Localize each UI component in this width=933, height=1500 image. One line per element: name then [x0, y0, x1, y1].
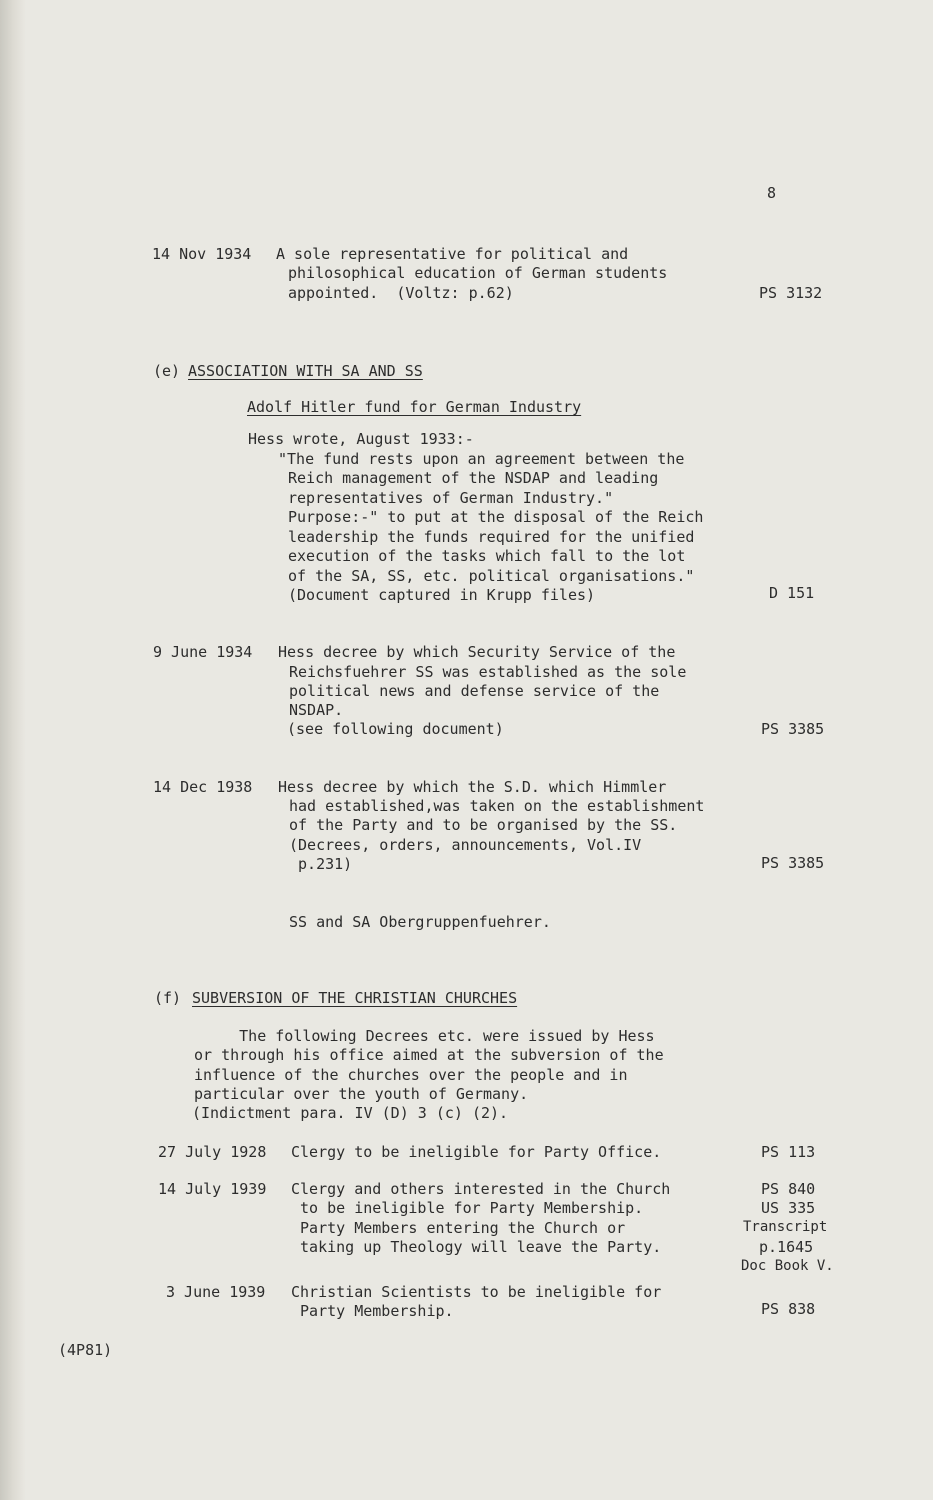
entry-line: p.231): [289, 855, 353, 873]
document-reference: PS 3385: [761, 854, 825, 872]
quote-line: Purpose:-" to put at the disposal of the Reich: [288, 508, 704, 526]
intro-line: or through his office aimed at the subversion of the: [194, 1046, 664, 1064]
entry-line: to be ineligible for Party Membership.: [291, 1199, 644, 1217]
entry-line: philosophical education of German students: [288, 264, 668, 282]
entry-line: Clergy to be ineligible for Party Office.: [291, 1143, 662, 1161]
entry-line: Reichsfuehrer SS was established as the sole: [289, 663, 687, 681]
intro-line: influence of the churches over the people and in: [194, 1066, 628, 1084]
entry-line: taking up Theology will leave the Party.: [291, 1238, 662, 1256]
document-reference: Transcript: [743, 1219, 828, 1235]
quote-line: "The fund rests upon an agreement between the: [278, 450, 685, 468]
document-reference: D 151: [769, 584, 815, 602]
entry-line: (Decrees, orders, announcements, Vol.IV: [289, 836, 642, 854]
entry-line: Hess decree by which the S.D. which Himmler: [278, 778, 667, 796]
subheading: Adolf Hitler fund for German Industry: [247, 398, 582, 416]
entry-line: A sole representative for political and: [276, 245, 629, 263]
quote-line: (Document captured in Krupp files): [288, 586, 596, 604]
entry-line: NSDAP.: [289, 701, 344, 719]
intro-line: (Indictment para. IV (D) 3 (c) (2).: [192, 1104, 509, 1122]
document-reference: US 335: [761, 1199, 816, 1217]
scan-edge-shadow: [0, 0, 26, 1500]
closing-note: SS and SA Obergruppenfuehrer.: [289, 913, 551, 931]
document-reference: PS 840: [761, 1180, 816, 1198]
document-reference: PS 3385: [761, 720, 825, 738]
quote-line: Reich management of the NSDAP and leading: [288, 469, 659, 487]
section-heading: ASSOCIATION WITH SA AND SS: [188, 362, 423, 380]
entry-date: 14 Nov 1934: [152, 245, 252, 263]
section-heading: SUBVERSION OF THE CHRISTIAN CHURCHES: [192, 989, 518, 1007]
intro-line: particular over the youth of Germany.: [194, 1085, 529, 1103]
entry-line: Hess decree by which Security Service of the: [278, 643, 676, 661]
entry-date: 14 Dec 1938: [153, 778, 253, 796]
entry-date: 14 July 1939: [158, 1180, 267, 1198]
entry-line: Party Members entering the Church or: [291, 1219, 626, 1237]
entry-line: had established,was taken on the establishment: [289, 797, 705, 815]
document-reference: PS 113: [761, 1143, 816, 1161]
quote-line: representatives of German Industry.": [288, 489, 614, 507]
entry-line: of the Party and to be organised by the SS.: [289, 816, 678, 834]
entry-line: Party Membership.: [291, 1302, 454, 1320]
document-reference: p.1645: [759, 1238, 814, 1256]
document-reference: PS 838: [761, 1300, 816, 1318]
entry-date: 27 July 1928: [158, 1143, 267, 1161]
section-marker: (f): [154, 989, 182, 1007]
quote-line: leadership the funds required for the unified: [288, 528, 695, 546]
footer-code: (4P81): [58, 1341, 113, 1359]
page-number: 8: [767, 184, 777, 202]
entry-date: 3 June 1939: [166, 1283, 266, 1301]
intro-line: The following Decrees etc. were issued by Hess: [194, 1027, 655, 1045]
entry-date: 9 June 1934: [153, 643, 253, 661]
quote-line: of the SA, SS, etc. political organisations.": [288, 567, 695, 585]
quote-line: execution of the tasks which fall to the lot: [288, 547, 686, 565]
section-marker: (e): [153, 362, 181, 380]
entry-line: Christian Scientists to be ineligible for: [291, 1283, 662, 1301]
document-reference: Doc Book V.: [741, 1258, 834, 1274]
entry-line: appointed. (Voltz: p.62): [288, 284, 514, 302]
entry-line: Clergy and others interested in the Church: [291, 1180, 671, 1198]
entry-line: (see following document): [287, 720, 504, 738]
document-reference: PS 3132: [759, 284, 823, 302]
entry-line: political news and defense service of the: [289, 682, 660, 700]
quote-intro: Hess wrote, August 1933:-: [248, 430, 474, 448]
